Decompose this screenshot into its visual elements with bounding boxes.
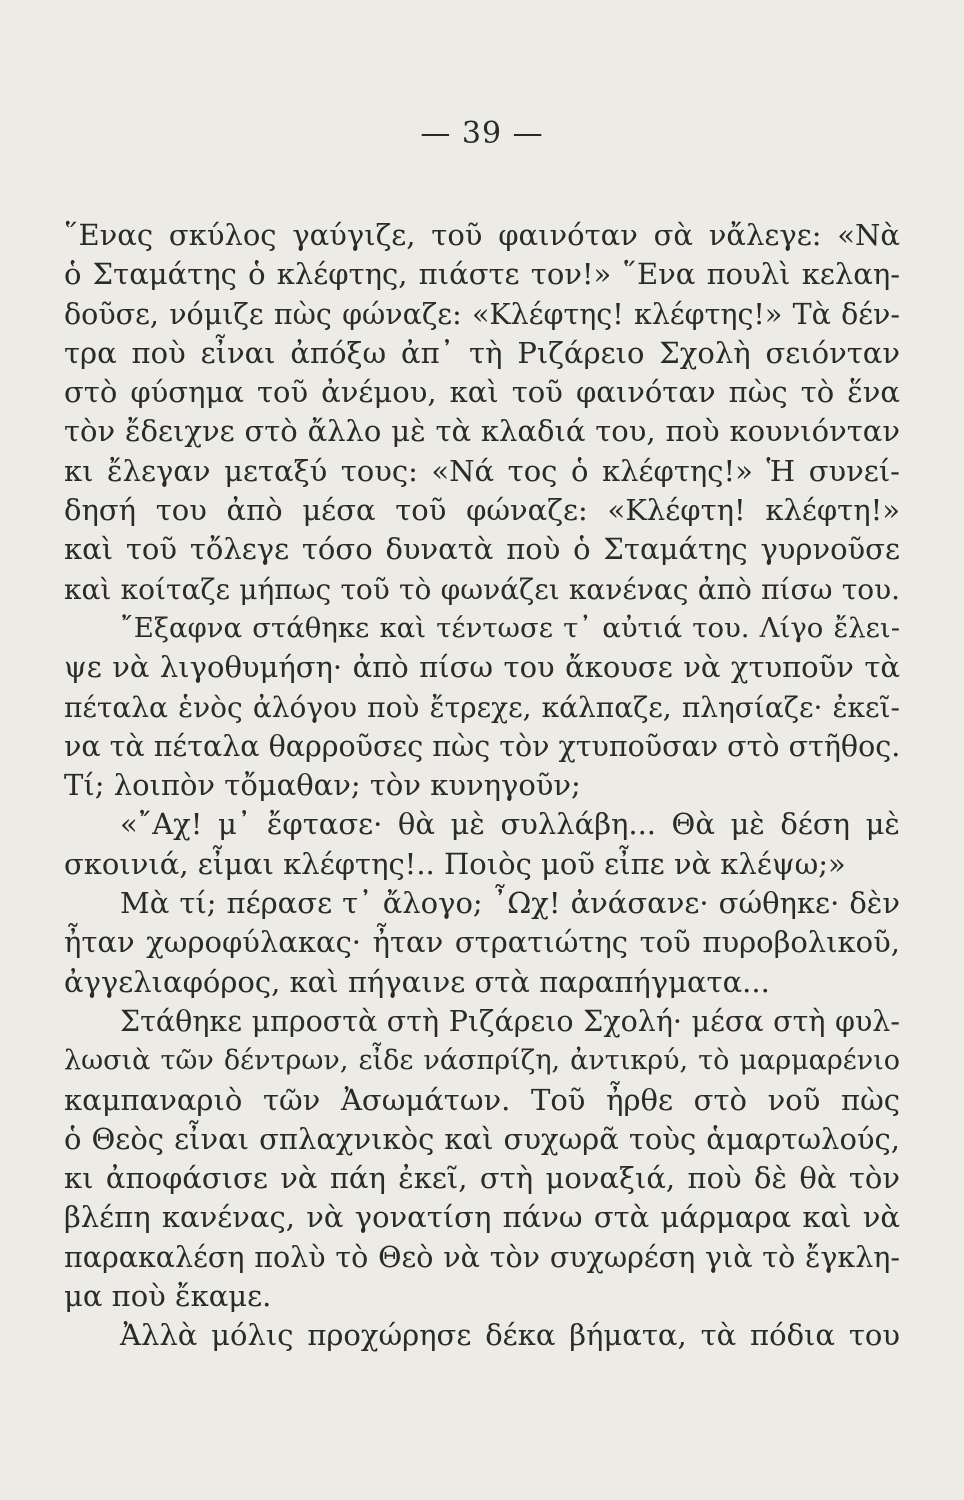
text-line: ῞Ενας σκύλος γαύγιζε, τοῦ φαινόταν σὰ νἄλεγε: «Νὰ	[64, 218, 900, 252]
text-line: κι ἔλεγαν μεταξύ τους: «Νά τος ὁ κλέφτης!» Ἡ συνεί-	[64, 453, 900, 488]
page-number: — 39 —	[420, 116, 544, 151]
body-text	[64, 216, 900, 1356]
text-line: πέταλα ἑνὸς ἀλόγου ποὺ ἔτρεχε, κάλπαζε, πλησίαζε· ἐκεῖ-	[64, 690, 900, 724]
text-line: ἀγγελιαφόρος, καὶ πήγαινε στὰ παραπήγματα...	[64, 964, 770, 999]
text-line: «῎Αχ! μ᾿ ἔφτασε· θὰ μὲ συλλάβη... Θὰ μὲ δέση μὲ	[120, 807, 900, 842]
text-line: σκοινιά, εἶμαι κλέφτης!.. Ποιὸς μοῦ εἶπε νὰ κλέψω;»	[64, 846, 846, 881]
text-line: λωσιὰ τῶν δέντρων, εἶδε νάσπρίζη, ἀντικρύ, τὸ μαρμαρένιο	[64, 1045, 900, 1077]
text-line: βλέπη κανένας, νὰ γονατίση πάνω στὰ μάρμαρα καὶ νὰ	[64, 1200, 900, 1235]
text-line: στὸ φύσημα τοῦ ἀνέμου, καὶ τοῦ φαινόταν πὼς τὸ ἕνα	[64, 375, 900, 410]
text-line: ῎Εξαφνα στάθηκε καὶ τέντωσε τ᾿ αὐτιά του. Λίγο ἔλει-	[120, 611, 900, 644]
text-line: τὸν ἔδειχνε στὸ ἄλλο μὲ τὰ κλαδιά του, ποὺ κουνιόνταν	[64, 414, 900, 449]
text-line: καμπαναριὸ τῶν Ἀσωμάτων. Τοῦ ἦρθε στὸ νοῦ πὼς	[64, 1082, 900, 1117]
text-line: τρα ποὺ εἶναι ἀπόξω ἀπ᾿ τὴ Ριζάρειο Σχολὴ σειόνταν	[64, 335, 900, 370]
text-line: ἦταν χωροφύλακας· ἦταν στρατιώτης τοῦ πυροβολικοῦ,	[64, 925, 900, 960]
text-line: Μὰ τί; πέρασε τ᾿ ἄλογο; ῏Ωχ! ἀνάσανε· σώθηκε· δὲν	[120, 886, 900, 921]
text-line: δοῦσε, νόμιζε πὼς φώναζε: «Κλέφτης! κλέφτης!» Τὰ δέν-	[64, 297, 900, 331]
text-line: μα ποὺ ἔκαμε.	[64, 1279, 272, 1314]
text-line: καὶ τοῦ τὄλεγε τόσο δυνατὰ ποὺ ὁ Σταμάτης γυρνοῦσε	[64, 532, 900, 567]
text-line: ὁ Σταμάτης ὁ κλέφτης, πιάστε τον!» ῞Ενα πουλὶ κελαη-	[64, 257, 900, 292]
text-line: καὶ κοίταζε μήπως τοῦ τὸ φωνάζει κανένας ἀπὸ πίσω του.	[64, 572, 900, 606]
text-line: δησή του ἀπὸ μέσα τοῦ φώναζε: «Κλέφτη! κλέφτη!»	[64, 493, 900, 528]
text-line: Ἀλλὰ μόλις προχώρησε δέκα βήματα, τὰ πόδια του	[120, 1318, 900, 1353]
text-line: κι ἀποφάσισε νὰ πάη ἐκεῖ, στὴ μοναξιά, ποὺ δὲ θὰ τὸν	[64, 1161, 900, 1196]
text-line: ψε νὰ λιγοθυμήση· ἀπὸ πίσω του ἄκουσε νὰ χτυποῦν τὰ	[64, 650, 900, 685]
text-line: να τὰ πέταλα θαρροῦσες πὼς τὸν χτυποῦσαν στὸ στῆθος.	[64, 729, 901, 763]
text-line: παρακαλέση πολὺ τὸ Θεὸ νὰ τὸν συχωρέση γιὰ τὸ ἔγκλη-	[64, 1240, 900, 1274]
text-line: ὁ Θεὸς εἶναι σπλαχνικὸς καὶ συχωρᾶ τοὺς ἁμαρτωλούς,	[64, 1121, 900, 1156]
text-line: Στάθηκε μπροστὰ στὴ Ριζάρειο Σχολή· μέσα στὴ φυλ-	[120, 1004, 900, 1038]
text-line: Τί; λοιπὸν τὄμαθαν; τὸν κυνηγοῦν;	[64, 768, 581, 803]
